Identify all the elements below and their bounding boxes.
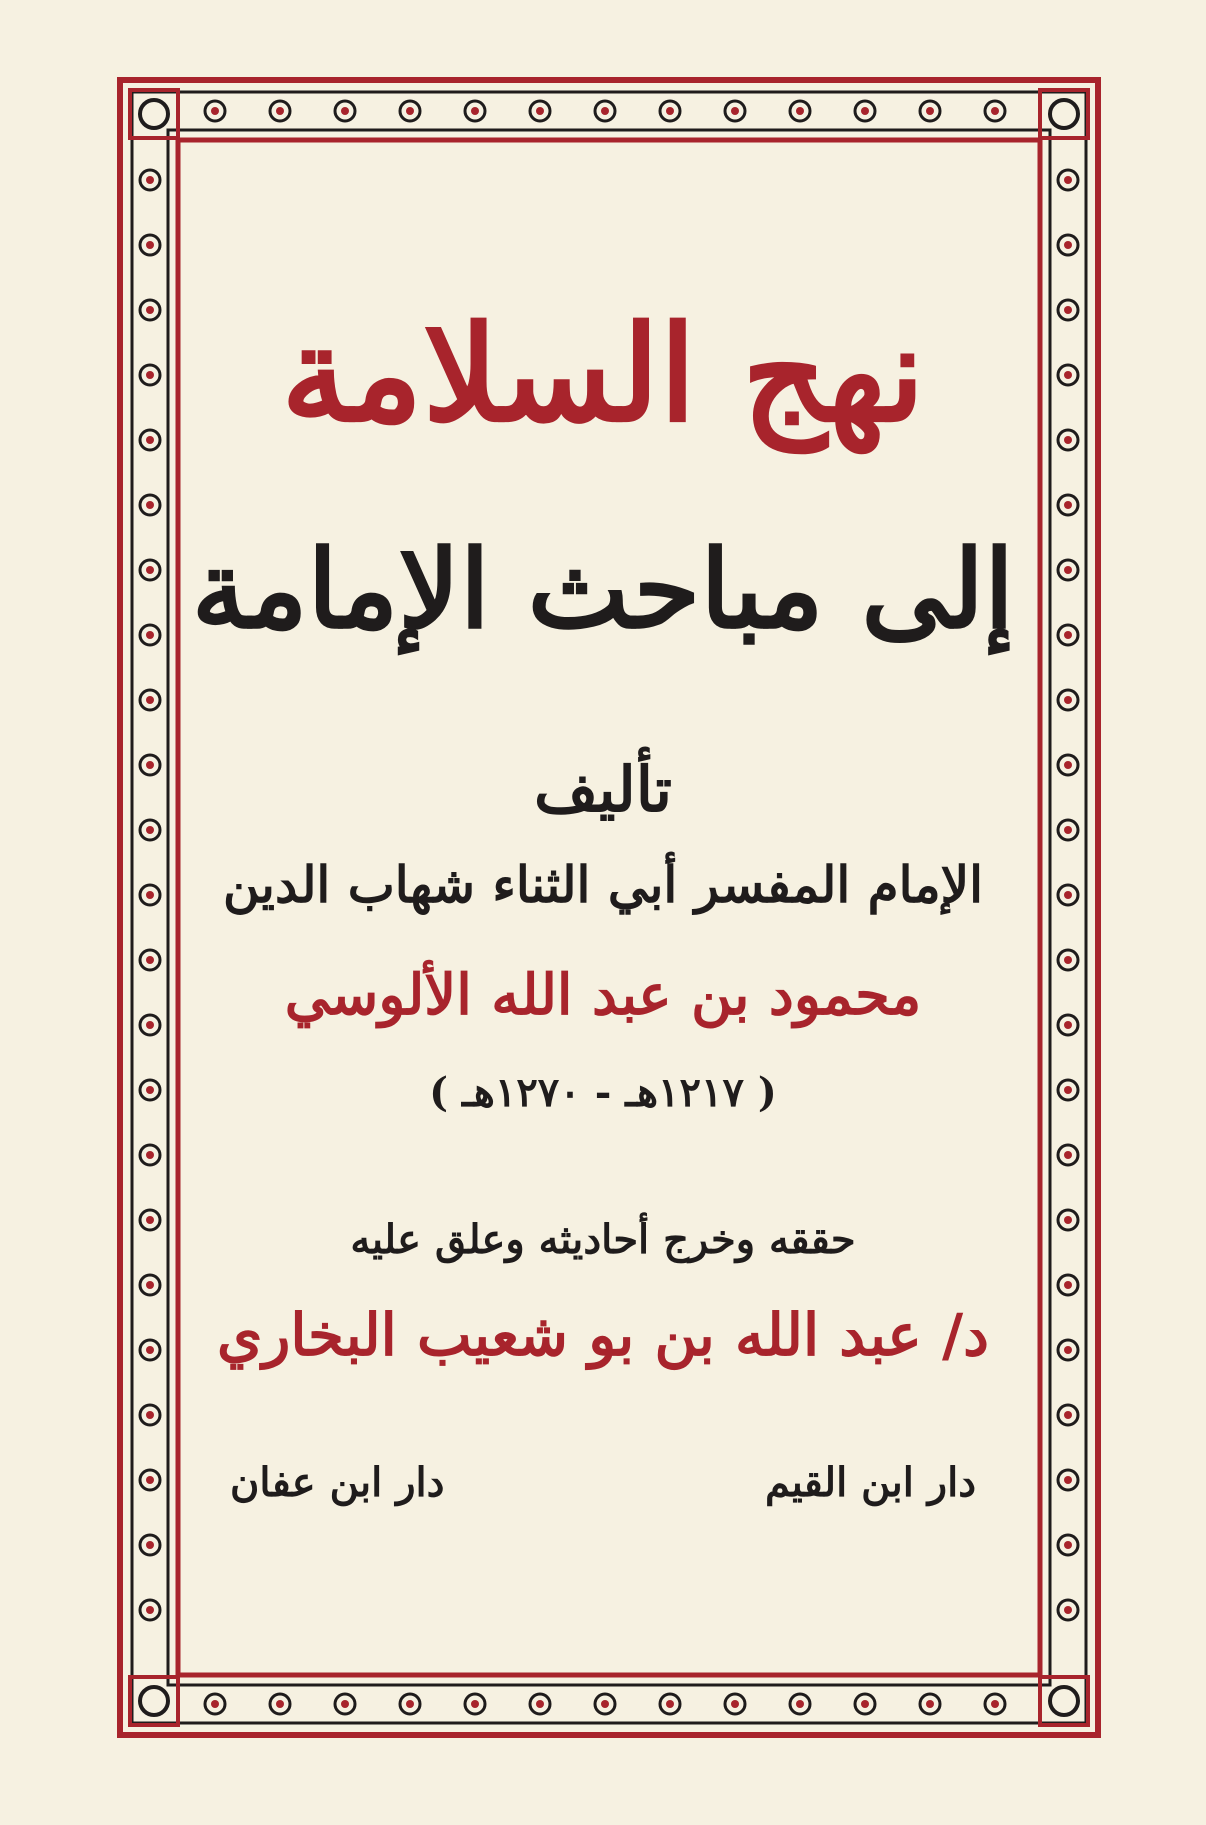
border-ornament bbox=[595, 101, 615, 121]
border-ornament bbox=[985, 1694, 1005, 1714]
border-ornament bbox=[530, 101, 550, 121]
border-ornament bbox=[725, 101, 745, 121]
border-ornament bbox=[140, 365, 160, 385]
border-ornament bbox=[1058, 1470, 1078, 1490]
border-ornament bbox=[140, 1015, 160, 1035]
book-title-sub: إلى مباحث الإمامة bbox=[191, 527, 1015, 653]
border-ornament bbox=[140, 430, 160, 450]
title-page-content bbox=[190, 250, 1016, 1600]
border-ornament bbox=[140, 1275, 160, 1295]
border-ornament bbox=[1058, 495, 1078, 515]
border-ornament bbox=[920, 101, 940, 121]
border-ornament bbox=[1058, 885, 1078, 905]
border-ornament bbox=[790, 101, 810, 121]
border-ornament bbox=[1058, 1145, 1078, 1165]
border-ornament bbox=[1058, 1080, 1078, 1100]
border-ornament bbox=[855, 101, 875, 121]
border-ornament bbox=[1058, 300, 1078, 320]
border-ornament bbox=[1058, 1600, 1078, 1620]
border-ornament bbox=[465, 101, 485, 121]
border-ornament bbox=[985, 101, 1005, 121]
border-ornament bbox=[1058, 365, 1078, 385]
border-ornament bbox=[1058, 1340, 1078, 1360]
border-ornament bbox=[595, 1694, 615, 1714]
border-ornament bbox=[140, 625, 160, 645]
border-ornament bbox=[140, 1340, 160, 1360]
border-ornament bbox=[465, 1694, 485, 1714]
border-ornament bbox=[140, 1145, 160, 1165]
border-ornament bbox=[725, 1694, 745, 1714]
border-ornament bbox=[1058, 690, 1078, 710]
publisher-right: دار ابن القيم bbox=[764, 1459, 976, 1506]
border-ornament bbox=[1058, 1210, 1078, 1230]
border-ornament bbox=[205, 1694, 225, 1714]
border-ornament bbox=[140, 885, 160, 905]
border-ornament bbox=[1058, 170, 1078, 190]
editor-name: د/ عبد الله بن بو شعيب البخاري bbox=[216, 1301, 990, 1369]
border-ornament bbox=[1058, 950, 1078, 970]
border-ornament bbox=[660, 101, 680, 121]
border-ornament bbox=[140, 690, 160, 710]
border-ornament bbox=[790, 1694, 810, 1714]
border-ornament bbox=[140, 1405, 160, 1425]
border-ornament bbox=[140, 1080, 160, 1100]
border-ornament bbox=[140, 495, 160, 515]
border-ornament bbox=[1058, 820, 1078, 840]
border-ornament bbox=[1058, 755, 1078, 775]
author-dates: ( ١٢١٧هـ - ١٢٧٠هـ ) bbox=[429, 1069, 777, 1116]
border-ornament bbox=[140, 1600, 160, 1620]
border-ornament bbox=[335, 101, 355, 121]
border-ornament bbox=[140, 1535, 160, 1555]
border-ornament bbox=[140, 235, 160, 255]
border-ornament bbox=[1058, 430, 1078, 450]
border-ornament bbox=[270, 1694, 290, 1714]
border-ornament bbox=[400, 1694, 420, 1714]
border-ornament bbox=[1058, 1275, 1078, 1295]
author-titles: الإمام المفسر أبي الثناء شهاب الدين bbox=[222, 855, 984, 914]
border-ornament bbox=[140, 755, 160, 775]
author-name: محمود بن عبد الله الألوسي bbox=[284, 962, 922, 1028]
border-ornament bbox=[1058, 625, 1078, 645]
border-ornament bbox=[140, 170, 160, 190]
border-ornament bbox=[140, 560, 160, 580]
border-ornament bbox=[1058, 235, 1078, 255]
border-ornament bbox=[1058, 1535, 1078, 1555]
border-ornament bbox=[855, 1694, 875, 1714]
border-ornament bbox=[205, 101, 225, 121]
border-ornament bbox=[1058, 1015, 1078, 1035]
publisher-left: دار ابن عفان bbox=[230, 1459, 445, 1506]
border-ornament bbox=[1058, 1405, 1078, 1425]
authorship-label: تأليف bbox=[534, 753, 672, 826]
border-ornament bbox=[140, 1210, 160, 1230]
border-ornament bbox=[140, 1470, 160, 1490]
border-ornament bbox=[140, 300, 160, 320]
border-ornament bbox=[335, 1694, 355, 1714]
book-title-main: نهج السلامة bbox=[281, 297, 925, 452]
border-ornament bbox=[1058, 560, 1078, 580]
border-ornament bbox=[660, 1694, 680, 1714]
border-ornament bbox=[400, 101, 420, 121]
border-ornament bbox=[140, 950, 160, 970]
border-ornament bbox=[140, 820, 160, 840]
editor-role: حققه وخرج أحاديثه وعلق عليه bbox=[350, 1216, 856, 1263]
border-ornament bbox=[920, 1694, 940, 1714]
border-ornament bbox=[530, 1694, 550, 1714]
border-ornament bbox=[270, 101, 290, 121]
